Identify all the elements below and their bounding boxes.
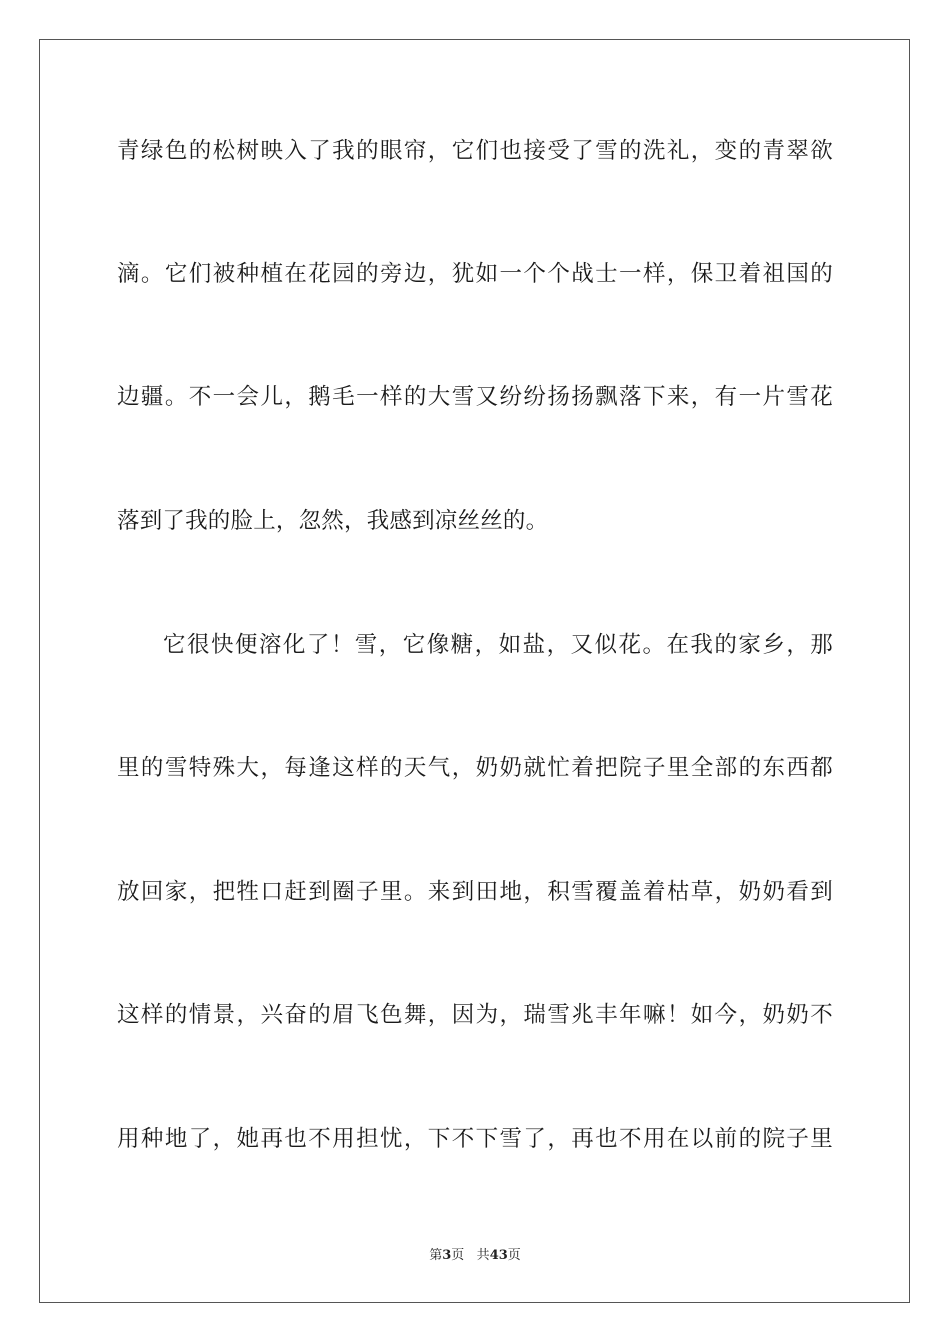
text-line: 这样的情景，兴奋的眉飞色舞，因为，瑞雪兆丰年嘛！如今，奶奶不 (117, 1002, 833, 1028)
text-line: 落到了我的脸上，忽然，我感到凉丝丝的。 (117, 508, 549, 534)
page-number: 3 (442, 1248, 452, 1263)
text-line: 青绿色的松树映入了我的眼帘，它们也接受了雪的洗礼，变的青翠欲 (117, 138, 833, 164)
text-line: 边疆。不一会儿，鹅毛一样的大雪又纷纷扬扬飘落下来，有一片雪花 (117, 384, 833, 410)
paragraph-first-line: 它很快便溶化了！雪，它像糖，如盐，又似花。在我的家乡，那 (163, 632, 833, 658)
text-line: 里的雪特殊大，每逢这样的天气，奶奶就忙着把院子里全部的东西都 (117, 755, 833, 781)
text-line: 用种地了，她再也不用担忧，下不下雪了，再也不用在以前的院子里 (117, 1126, 833, 1152)
page-prefix: 第 (429, 1248, 443, 1263)
text-line: 放回家，把牲口赶到圈子里。来到田地，积雪覆盖着枯草，奶奶看到 (117, 879, 833, 905)
total-prefix: 共 (476, 1248, 490, 1263)
total-pages: 43 (489, 1248, 508, 1263)
page-footer (0, 1248, 950, 1264)
page-suffix: 页 (451, 1248, 465, 1263)
page-border (39, 39, 910, 1303)
text-line: 滴。它们被种植在花园的旁边，犹如一个个战士一样，保卫着祖国的 (117, 261, 833, 287)
total-suffix: 页 (507, 1248, 521, 1263)
